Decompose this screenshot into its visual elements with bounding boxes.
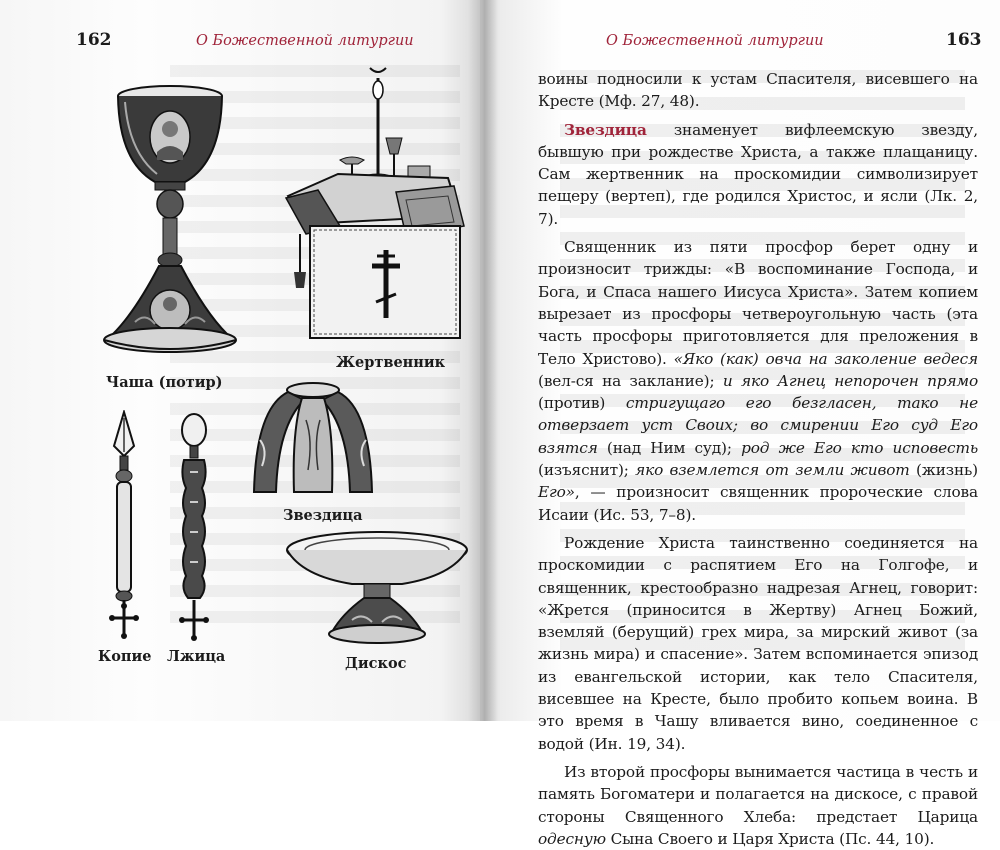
- spear-illustration: [100, 410, 148, 646]
- caption-diskos: Дискос: [345, 655, 407, 672]
- p3-i6: Его»: [538, 483, 575, 502]
- p3-f: (жизнь): [909, 461, 978, 480]
- p3-i4: род же Его кто исповесть: [741, 438, 979, 457]
- chalice-illustration: [95, 82, 245, 372]
- caption-asterisk: Звездица: [283, 507, 363, 524]
- book-gutter: [468, 0, 498, 721]
- term-asterisk: Звездица: [564, 120, 647, 139]
- p3-i3: стригущаго его безгласен, тако не отверзает уст Своих; во смирении Его суд Его взятся: [538, 394, 978, 457]
- paragraph-5: [538, 761, 978, 850]
- p5-b: Сына Своего и Царя Христа (Пс. 44, 10).: [605, 829, 935, 848]
- p3-e: (изъяснит);: [538, 461, 636, 480]
- p3-d: (над Ним суд);: [597, 438, 742, 457]
- caption-spear: Копие: [98, 648, 152, 665]
- p5-i: одесную: [538, 829, 606, 848]
- running-head-left: О Божественной литургии: [196, 33, 414, 49]
- caption-spoon: Лжица: [167, 648, 226, 665]
- page-number-right: 163: [946, 30, 982, 50]
- body-text: [538, 68, 978, 850]
- page-number-left: 162: [76, 30, 112, 50]
- altar-table-illustration: [278, 66, 468, 346]
- p5-a: Из второй просфоры вынимается частица в честь и память Богоматери и полагается на дискосе, с правой стороны Священного Хлеба: предстает Царица: [538, 762, 978, 826]
- p3-b: (вел-ся на заклание);: [538, 371, 723, 390]
- p3-i2: и яко Агнец непорочен прямо: [722, 371, 979, 390]
- paragraph-2: [538, 119, 978, 230]
- p3-i5: яко вземлется от земли живот: [635, 461, 910, 480]
- paragraph-1: воины подносили к устам Спасителя, висевшего на Кресте (Мф. 27, 48).: [538, 70, 978, 111]
- diskos-illustration: [282, 528, 472, 652]
- running-head-right: О Божественной литургии: [606, 33, 824, 49]
- caption-altar: Жертвенник: [336, 354, 446, 371]
- p3-a: Священник из пяти просфор берет одну и произносит трижды: «В воспоминание Господа, и Бога, и Спаса нашего Иисуса Христа». Затем копием вырезает из просфоры четвероугольную часть (эта часть просфоры приготовляется для преложения в Тело Христово).: [538, 238, 978, 368]
- asterisk-illustration: [248, 380, 378, 504]
- spoon-illustration: [170, 412, 218, 646]
- p3-g: , — произносит священник пророческие слова Исаии (Ис. 53, 7–8).: [538, 483, 978, 524]
- p3-c: (против): [538, 394, 626, 413]
- paragraph-4: Рождение Христа таинственно соединяется на проскомидии с распятием Его на Голгофе, и священник, крестообразно надрезая Агнец, говорит: «Жрется (приносится в Жертву) Агнец Божий, вземляй (берущий) грех мира, за мирский живот (за жизнь мира) и спасение». Затем вспоминается эпизод из евангельской истории, как тело Спасителя, висевшее на Кресте, было пробито копьем воина. В это время в Чашу вливается вино, соединенное с водой (Ин. 19, 34).: [538, 533, 978, 753]
- paragraph-2-text: знаменует вифлеемскую звезду, бывшую при рождестве Христа, а также плащаницу. Сам жертвенник на проскомидии символизирует пещеру (вертеп), где родился Христос, и ясли (Лк. 2, 7).: [538, 120, 978, 228]
- caption-chalice: Чаша (потир): [106, 374, 223, 391]
- p3-i1: «Яко (как) овча на заколение ведеся: [673, 349, 978, 368]
- paragraph-3: [538, 236, 978, 526]
